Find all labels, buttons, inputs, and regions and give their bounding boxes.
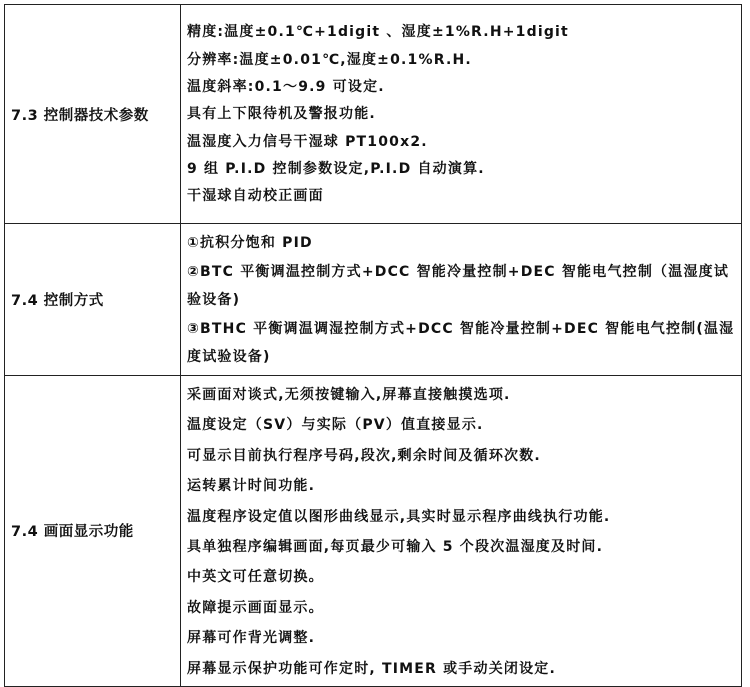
content-line: 采画面对谈式,无须按键输入,屏幕直接触摸选项. [187,387,511,403]
content-line: 干湿球自动校正画面 [187,188,324,205]
row-label: 7.4 画面显示功能 [5,376,181,687]
content-line: ①抗积分饱和 PID [187,235,313,252]
content-line: 可显示目前执行程序号码,段次,剩余时间及循环次数. [187,447,541,464]
row-label: 7.4 控制方式 [5,224,181,376]
row-label: 7.3 控制器技术参数 [5,5,181,224]
content-line: ②BTC 平衡调温控制方式+DCC 智能冷量控制+DEC 智能电气控制（温湿度试验设备) [187,263,730,309]
content-line: 精度:温度±0.1℃+1digit 、湿度±1%R.H+1digit [187,24,569,41]
content-line: ③BTHC 平衡调温调湿控制方式+DCC 智能冷量控制+DEC 智能电气控制(温湿度试验设备) [187,320,735,366]
row-content [181,376,742,687]
spec-table [4,4,742,687]
table-row [5,5,742,224]
table-row [5,224,742,376]
content-line: 运转累计时间功能. [187,478,316,495]
content-line: 具有上下限待机及警报功能. [187,106,376,123]
content-line: 温湿度入力信号干湿球 PT100x2. [187,133,428,150]
content-line: 温度程序设定值以图形曲线显示,具实时显示程序曲线执行功能. [187,508,611,525]
table-row [5,376,742,687]
content-line: 屏幕可作背光调整. [187,630,316,647]
row-content [181,5,742,224]
content-line: 温度设定（SV）与实际（PV）值直接显示. [187,417,484,434]
content-line: 屏幕显示保护功能可作定时, TIMER 或手动关闭设定. [187,660,557,677]
content-line: 故障提示画面显示。 [187,599,324,616]
content-line: 分辨率:温度±0.01℃,湿度±0.1%R.H. [187,51,472,68]
content-line: 温度斜率:0.1～9.9 可设定. [187,78,385,95]
row-content [181,224,742,376]
content-line: 中英文可任意切换。 [187,569,324,586]
content-line: 9 组 P.I.D 控制参数设定,P.I.D 自动演算. [187,161,485,178]
content-line: 具单独程序编辑画面,每页最少可输入 5 个段次温湿度及时间. [187,538,604,555]
